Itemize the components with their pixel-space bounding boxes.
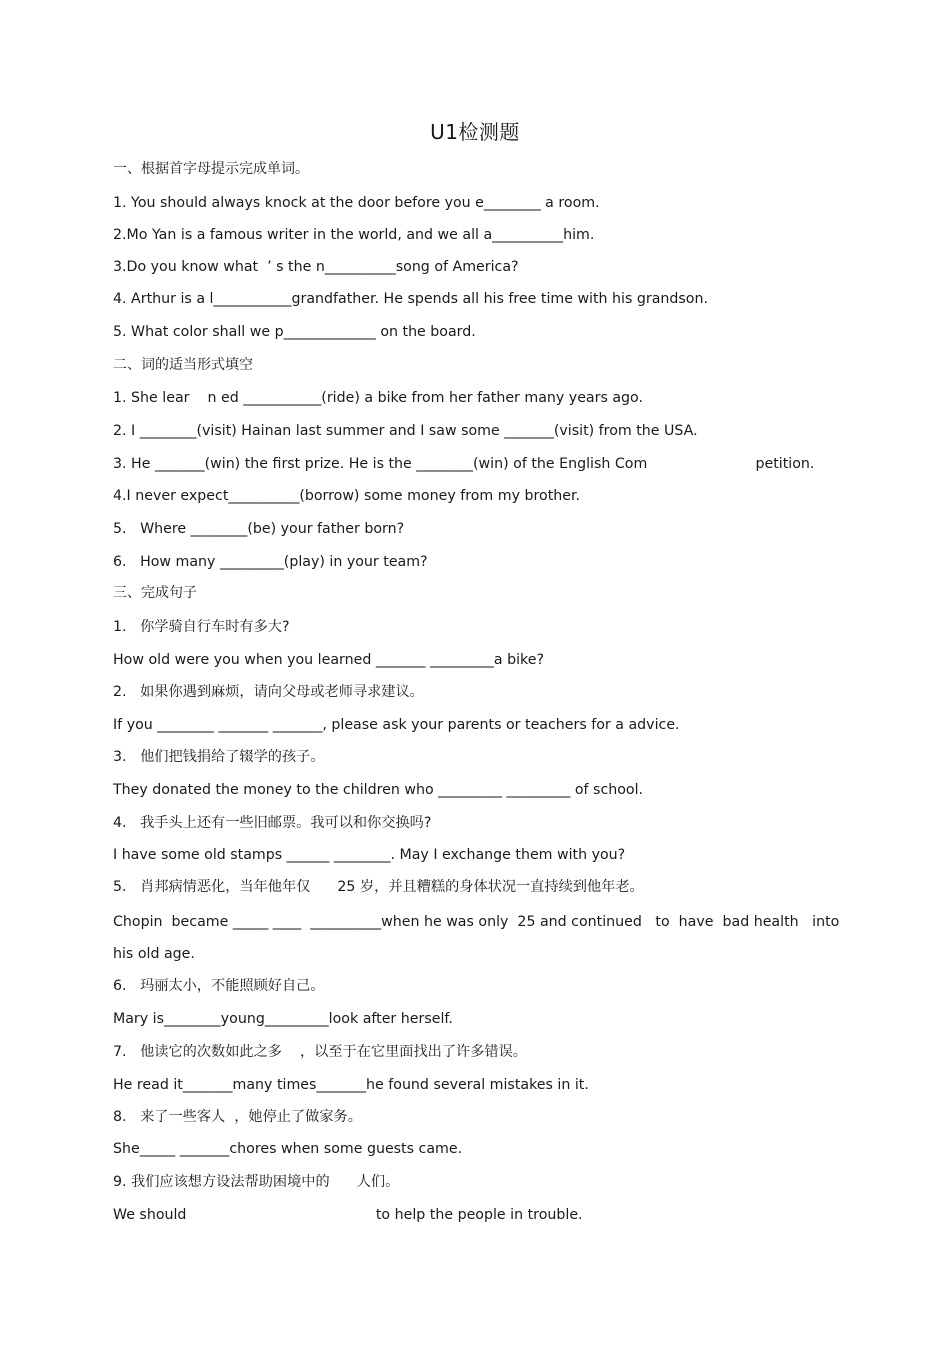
english-sentence: Mary is________young_________look after herself. xyxy=(113,1011,453,1027)
section-heading-3: 三、完成句子 xyxy=(113,585,197,601)
question-line: 5. What color shall we p_____________ on the board. xyxy=(113,324,476,340)
chinese-prompt: 4. 我手头上还有一些旧邮票。我可以和你交换吗? xyxy=(113,815,432,831)
chinese-prompt: 5. 肖邦病情恶化，当年他年仅 25 岁，并且糟糕的身体状况一直持续到他年老。 xyxy=(113,879,644,895)
chinese-prompt: 7. 他读它的次数如此之多 ，以至于在它里面找出了许多错误。 xyxy=(113,1044,527,1060)
english-sentence: How old were you when you learned _______ _________a bike? xyxy=(113,652,544,668)
question-line: 5. Where ________(be) your father born? xyxy=(113,521,405,537)
english-sentence: They donated the money to the children who _________ _________ of school. xyxy=(113,782,644,798)
chinese-prompt: 1. 你学骑自行车时有多大? xyxy=(113,619,290,635)
section-heading-1: 一、根据首字母提示完成单词。 xyxy=(113,161,309,177)
question-line: 4.I never expect__________(borrow) some money from my brother. xyxy=(113,488,581,504)
question-line: 3.Do you know what ’ s the n__________song of America? xyxy=(113,259,519,275)
question-line: 6. How many _________(play) in your team? xyxy=(113,554,428,570)
page-title: U1检测题 xyxy=(430,120,520,144)
english-sentence: Chopin became _____ ____ __________when he was only 25 and continued to have bad health into xyxy=(113,914,840,930)
english-sentence: If you ________ _______ _______, please ask your parents or teachers for a advice. xyxy=(113,717,680,733)
question-line: 4. Arthur is a l___________grandfather. He spends all his free time with his grandson. xyxy=(113,291,708,307)
chinese-prompt: 6. 玛丽太小，不能照顾好自己。 xyxy=(113,978,325,994)
chinese-prompt: 3. 他们把钱捐给了辍学的孩子。 xyxy=(113,749,325,765)
english-sentence: He read it_______many times_______he found several mistakes in it. xyxy=(113,1077,589,1093)
english-sentence: She_____ _______chores when some guests came. xyxy=(113,1141,463,1157)
question-line: 2. I ________(visit) Hainan last summer and I saw some _______(visit) from the USA. xyxy=(113,423,698,439)
chinese-prompt: 2. 如果你遇到麻烦，请向父母或老师寻求建议。 xyxy=(113,684,424,700)
english-sentence-continued: his old age. xyxy=(113,946,195,962)
question-line: 3. He _______(win) the first prize. He is the ________(win) of the English Com petition. xyxy=(113,456,815,472)
question-line: 2.Mo Yan is a famous writer in the world, and we all a__________him. xyxy=(113,227,595,243)
chinese-prompt: 8. 来了一些客人 ，她停止了做家务。 xyxy=(113,1109,362,1125)
english-sentence: I have some old stamps ______ ________. May I exchange them with you? xyxy=(113,847,626,863)
question-line: 1. You should always knock at the door before you e________ a room. xyxy=(113,195,600,211)
chinese-prompt: 9. 我们应该想方设法帮助困境中的 人们。 xyxy=(113,1174,400,1190)
english-sentence: We should to help the people in trouble. xyxy=(113,1207,583,1223)
section-heading-2: 二、词的适当形式填空 xyxy=(113,357,253,373)
question-line: 1. She lear n ed ___________(ride) a bike from her father many years ago. xyxy=(113,390,643,406)
